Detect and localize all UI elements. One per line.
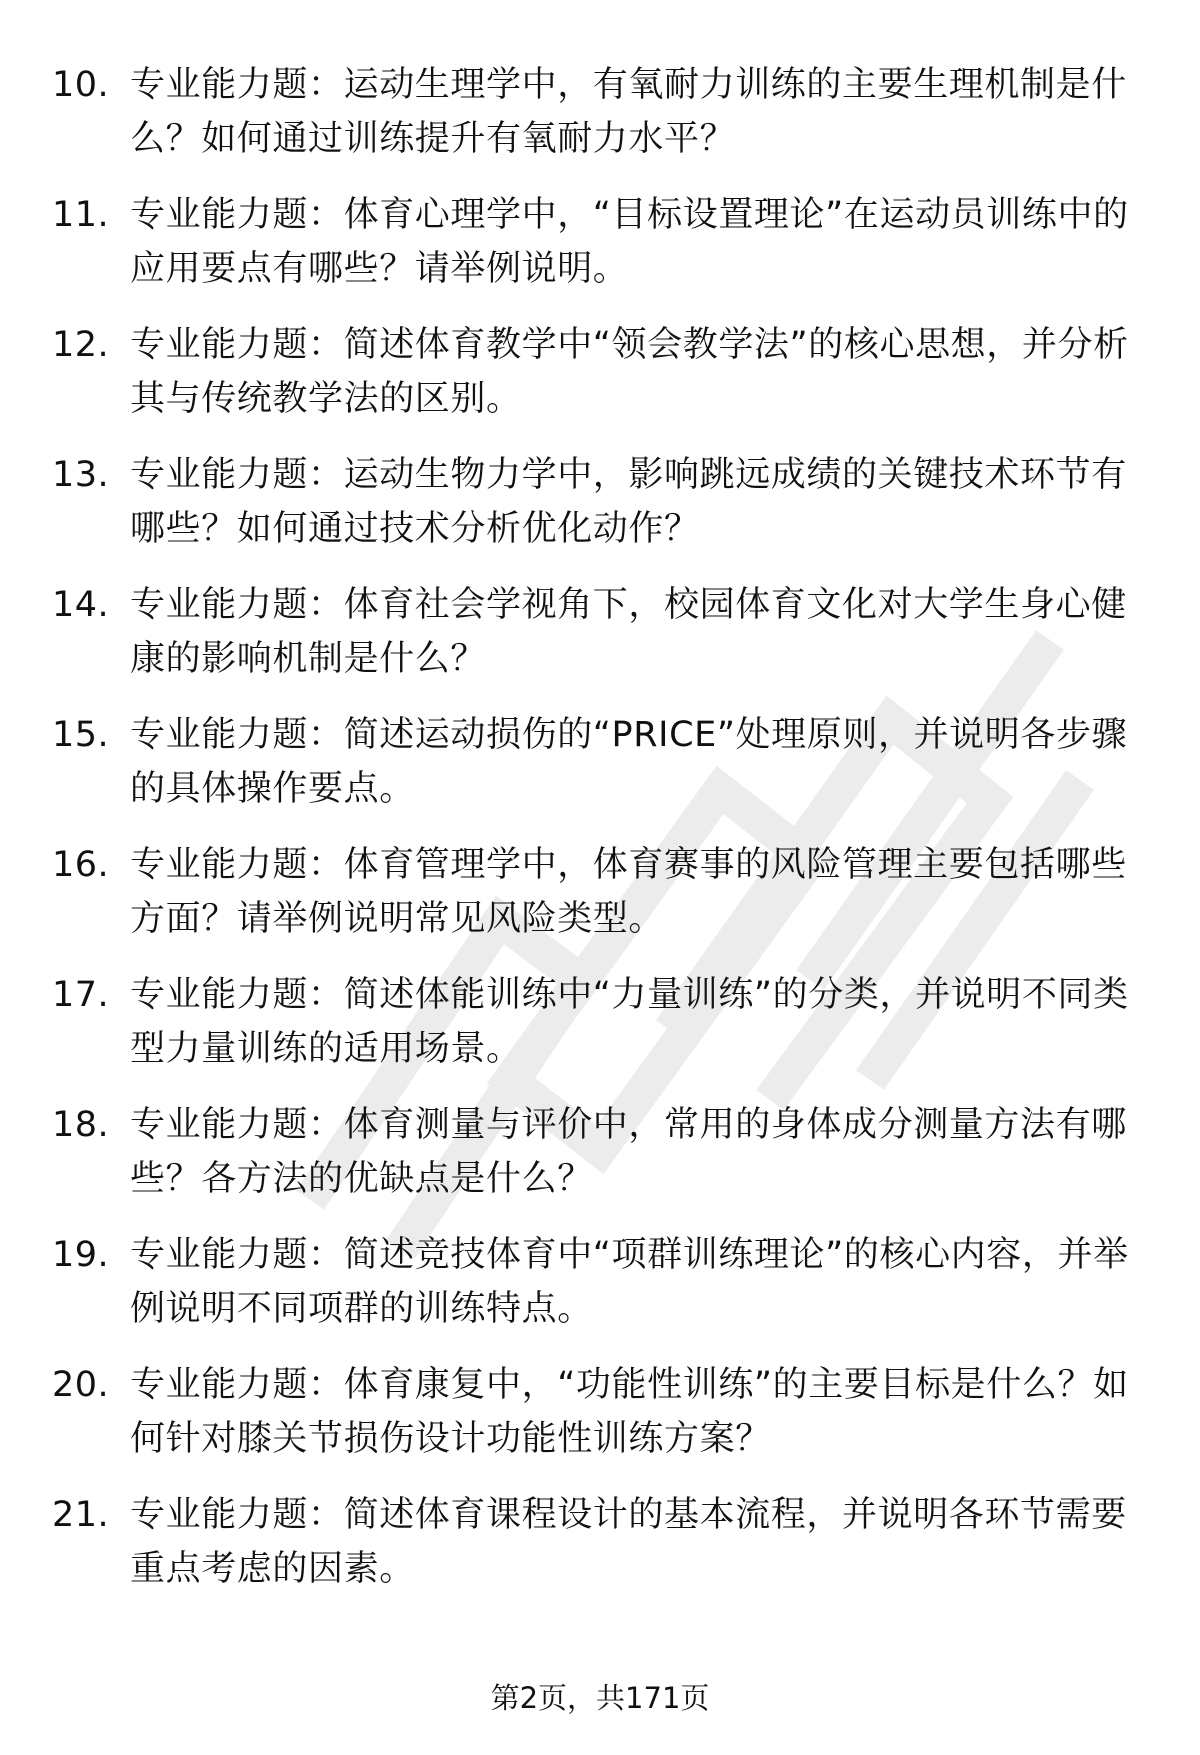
question-item <box>0 1088 1200 1218</box>
question-text: 专业能力题：体育社会学视角下，校园体育文化对大学生身心健康的影响机制是什么？ <box>130 585 1127 679</box>
question-number: 18. <box>52 1105 110 1145</box>
question-number: 12. <box>52 325 110 365</box>
question-item <box>0 1478 1200 1608</box>
question-number: 13. <box>52 455 110 495</box>
question-number: 17. <box>52 975 110 1015</box>
question-number: 21. <box>52 1495 110 1535</box>
question-item <box>0 1348 1200 1478</box>
question-list <box>0 48 1200 1608</box>
question-item <box>0 568 1200 698</box>
page-number: 第2页，共171页 <box>490 1681 710 1715</box>
question-number: 20. <box>52 1365 110 1405</box>
question-number: 19. <box>52 1235 110 1275</box>
question-number: 15. <box>52 715 110 755</box>
question-item <box>0 308 1200 438</box>
question-number: 10. <box>52 65 110 105</box>
question-text: 专业能力题：简述体育课程设计的基本流程，并说明各环节需要重点考虑的因素。 <box>130 1495 1127 1589</box>
question-text: 专业能力题：简述竞技体育中“项群训练理论”的核心内容，并举例说明不同项群的训练特点。 <box>130 1235 1129 1329</box>
question-number: 16. <box>52 845 110 885</box>
question-item <box>0 958 1200 1088</box>
question-item <box>0 1218 1200 1348</box>
question-text: 专业能力题：体育康复中，“功能性训练”的主要目标是什么？如何针对膝关节损伤设计功能性训练方案？ <box>130 1365 1129 1459</box>
question-text: 专业能力题：简述运动损伤的“PRICE”处理原则，并说明各步骤的具体操作要点。 <box>130 715 1128 809</box>
question-item <box>0 178 1200 308</box>
question-text: 专业能力题：运动生理学中，有氧耐力训练的主要生理机制是什么？如何通过训练提升有氧耐力水平？ <box>130 65 1127 159</box>
question-number: 11. <box>52 195 110 235</box>
question-text: 专业能力题：体育管理学中，体育赛事的风险管理主要包括哪些方面？请举例说明常见风险类型。 <box>130 845 1127 939</box>
question-item <box>0 828 1200 958</box>
question-text: 专业能力题：简述体能训练中“力量训练”的分类，并说明不同类型力量训练的适用场景。 <box>130 975 1129 1069</box>
question-item <box>0 438 1200 568</box>
question-item <box>0 698 1200 828</box>
question-text: 专业能力题：体育心理学中，“目标设置理论”在运动员训练中的应用要点有哪些？请举例说明。 <box>130 195 1129 289</box>
question-number: 14. <box>52 585 110 625</box>
question-text: 专业能力题：运动生物力学中，影响跳远成绩的关键技术环节有哪些？如何通过技术分析优化动作？ <box>130 455 1127 549</box>
question-text: 专业能力题：简述体育教学中“领会教学法”的核心思想，并分析其与传统教学法的区别。 <box>130 325 1129 419</box>
question-item <box>0 48 1200 178</box>
question-text: 专业能力题：体育测量与评价中，常用的身体成分测量方法有哪些？各方法的优缺点是什么？ <box>130 1105 1127 1199</box>
